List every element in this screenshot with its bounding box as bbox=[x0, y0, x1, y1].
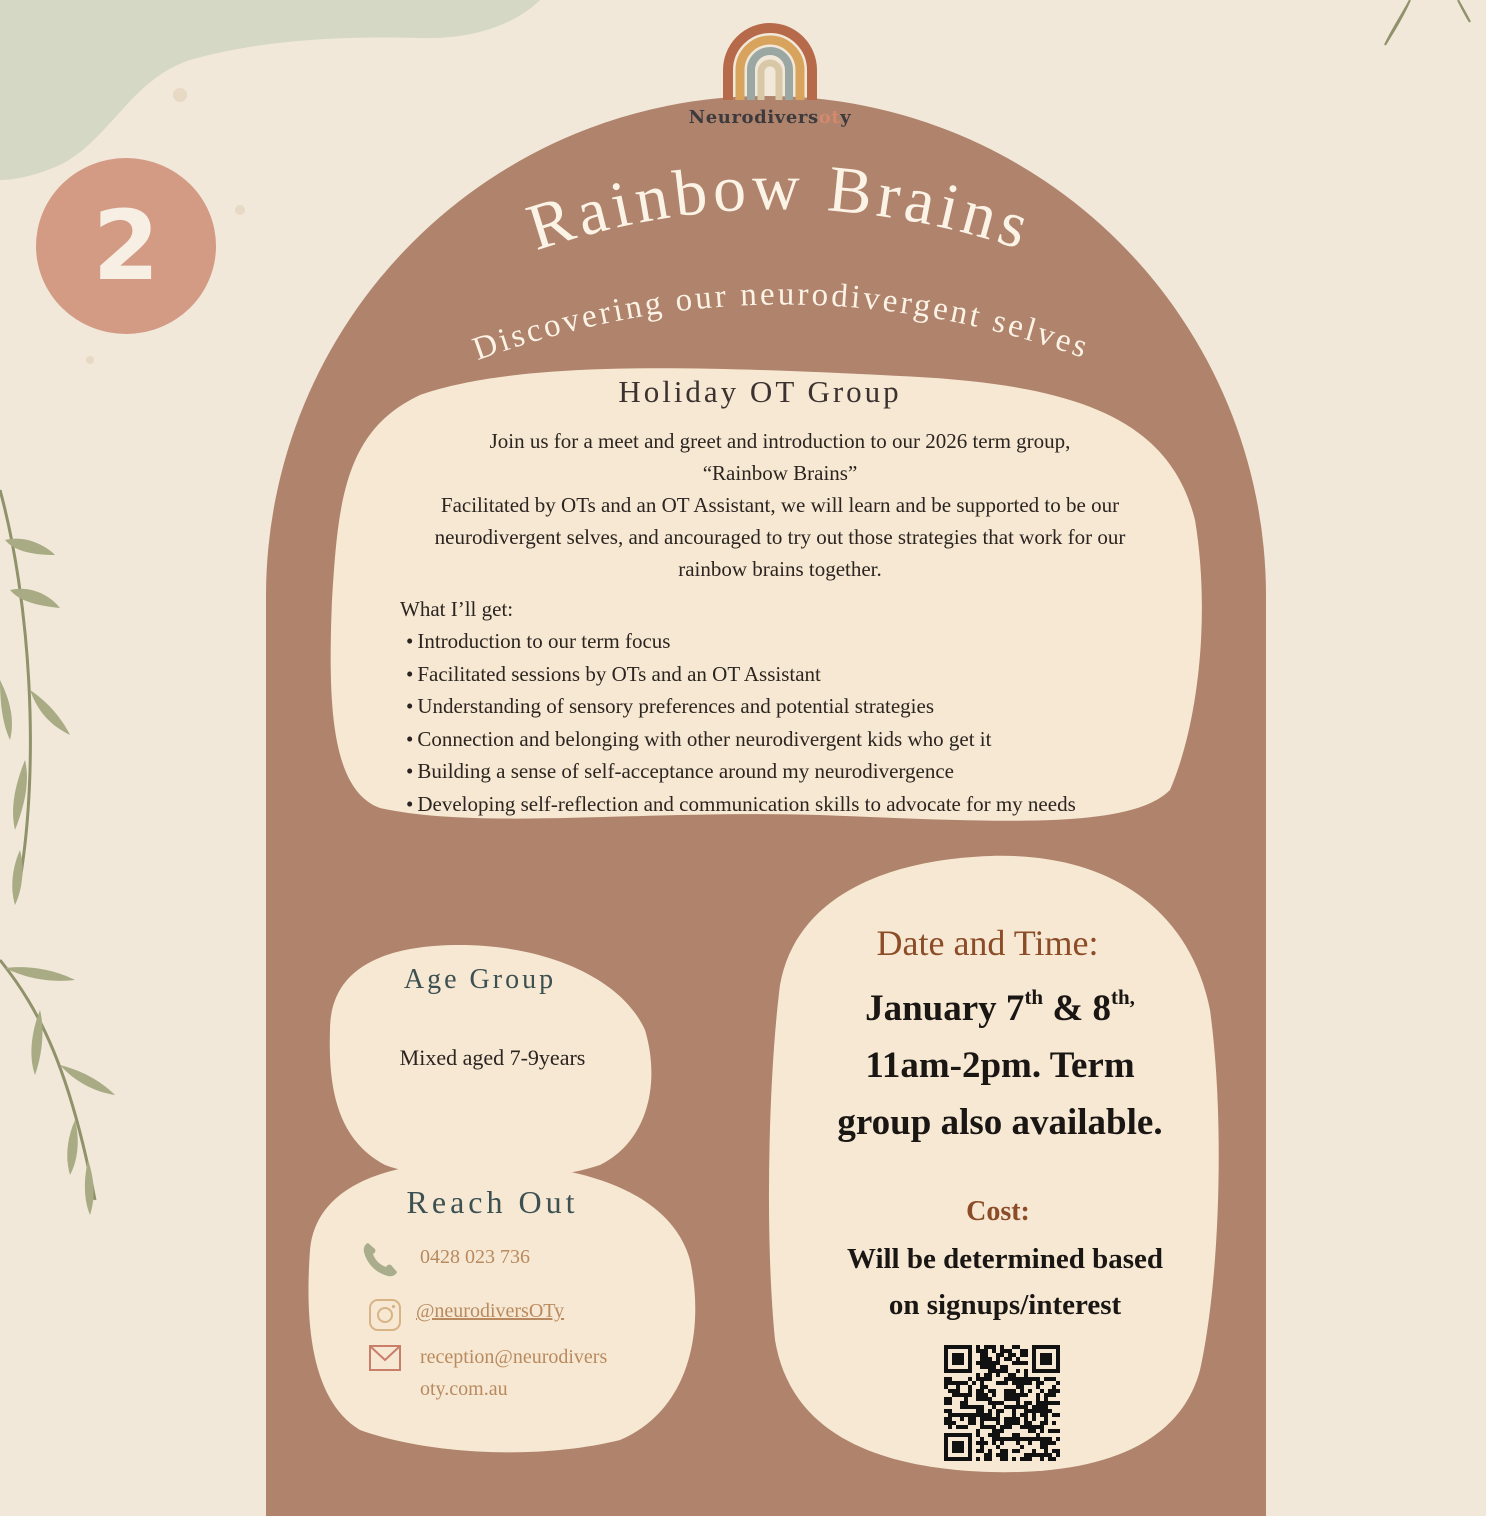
page-title: Rainbow Brains bbox=[518, 150, 1042, 265]
age-group-value: Mixed aged 7-9years bbox=[399, 1045, 586, 1070]
benefit-item: • Building a sense of self-acceptance around my neurodivergence bbox=[406, 759, 955, 783]
benefit-item: • Understanding of sensory preferences and potential strategies bbox=[406, 694, 935, 718]
cost-line: on signups/interest bbox=[888, 1289, 1122, 1321]
intro-line: “Rainbow Brains” bbox=[702, 461, 858, 485]
date-time-details bbox=[795, 980, 1205, 1151]
benefit-item: • Introduction to our term focus bbox=[406, 629, 671, 653]
logo-wordmark: Neurodiversoty bbox=[688, 107, 852, 128]
step-number: 2 bbox=[92, 190, 160, 302]
benefit-item: • Developing self-reflection and communication skills to advocate for my needs bbox=[406, 791, 1076, 816]
cost-line: Will be determined based bbox=[846, 1243, 1164, 1275]
intro-line: Join us for a meet and greet and introduction to our 2026 term group, bbox=[489, 429, 1071, 453]
email-link[interactable]: reception@neurodivers oty.com.au bbox=[420, 1346, 608, 1400]
term-line: group also available. bbox=[837, 1102, 1163, 1143]
page-subtitle: Discovering our neurodivergent selves bbox=[468, 276, 1095, 368]
date-time-title: Date and Time: bbox=[876, 923, 1099, 963]
reach-out-title: Reach Out bbox=[406, 1184, 579, 1220]
mail-icon bbox=[368, 1344, 402, 1372]
cost-title: Cost: bbox=[966, 1196, 1030, 1227]
time-line: 11am-2pm. Term bbox=[865, 1045, 1135, 1086]
benefit-item: • Facilitated sessions by OTs and an OT Assistant bbox=[406, 661, 821, 686]
intro-line: rainbow brains together. bbox=[678, 557, 882, 581]
instagram-icon bbox=[368, 1298, 402, 1332]
phone-number-link[interactable]: 0428 023 736 bbox=[420, 1246, 530, 1268]
holiday-heading: Holiday OT Group bbox=[618, 374, 902, 409]
phone-icon bbox=[360, 1240, 400, 1280]
intro-line: neurodivergent selves, and ancouraged to try out those strategies that work for our bbox=[434, 525, 1126, 549]
benefit-item: • Connection and belonging with other neurodivergent kids who get it bbox=[406, 726, 992, 751]
date-line: January 7th & $8^{th,}$ bbox=[865, 985, 1135, 1029]
cost-details bbox=[795, 1236, 1215, 1328]
age-group-title: Age Group bbox=[403, 964, 557, 995]
intro-line: Facilitated by OTs and an OT Assistant, we will learn and be supported to be our bbox=[440, 493, 1120, 517]
main-info-text bbox=[380, 425, 1180, 820]
qr-code[interactable] bbox=[944, 1345, 1060, 1461]
instagram-link[interactable]: @neurodiversOTy bbox=[416, 1300, 565, 1322]
benefits-heading: What I’ll get: bbox=[400, 597, 514, 621]
